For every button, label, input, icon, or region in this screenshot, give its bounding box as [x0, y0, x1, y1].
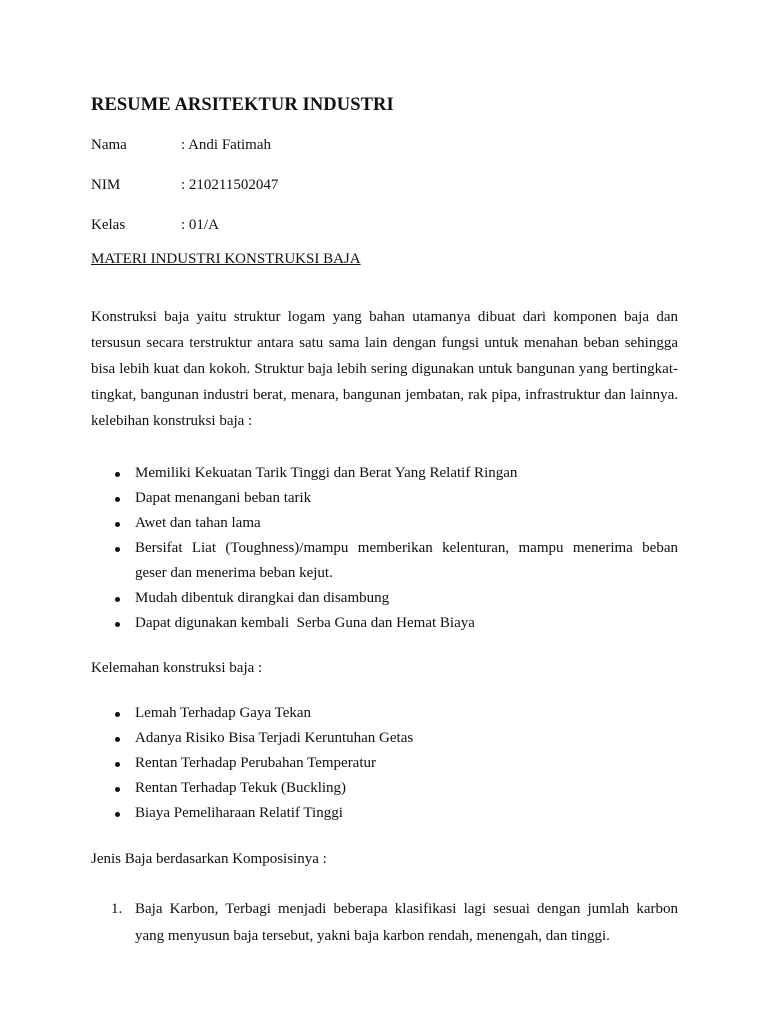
numbered-item-text-continued: yang menyusun baja tersebut, yakni baja karbon rendah, menengah, dan tinggi.: [135, 928, 610, 944]
list-item: [91, 726, 678, 751]
list-item-text: Bersifat Liat (Toughness)/mampu memberikan kelenturan, mampu menerima beban: [135, 540, 678, 556]
list-number: 1.: [111, 901, 123, 917]
bullet-icon: [115, 522, 120, 527]
info-label: Nama: [91, 137, 127, 153]
paragraph-line: tingkat, bangunan industri berat, menara, bangunan jembatan, rak pipa, infrastruktur dan lainnya.: [91, 387, 678, 403]
list-item-text: Dapat digunakan kembali Serba Guna dan Hemat Biaya: [135, 615, 475, 631]
list-item-text: Adanya Risiko Bisa Terjadi Keruntuhan Getas: [135, 730, 414, 746]
list-item: [91, 776, 678, 801]
paragraph-line: bisa lebih kuat dan kokoh. Struktur baja lebih sering digunakan untuk bangunan yang bertingkat-: [91, 361, 678, 377]
bullet-icon: [115, 547, 120, 552]
list-item: [91, 701, 678, 726]
bullet-icon: [115, 762, 120, 767]
bullet-icon: [115, 497, 120, 502]
info-value: : 210211502047: [181, 177, 279, 193]
list-item: [91, 611, 678, 636]
kelemahan-heading: Kelemahan konstruksi baja :: [91, 660, 263, 676]
info-value: : 01/A: [181, 217, 219, 233]
bullet-icon: [115, 812, 120, 817]
info-label: NIM: [91, 177, 121, 193]
bullet-icon: [115, 597, 120, 602]
intro-paragraph: [91, 304, 678, 434]
bullet-icon: [115, 737, 120, 742]
bullet-icon: [115, 787, 120, 792]
bullet-icon: [115, 712, 120, 717]
section-heading: MATERI INDUSTRI KONSTRUKSI BAJA: [91, 251, 361, 267]
numbered-item: [91, 896, 678, 950]
list-item-text: Rentan Terhadap Perubahan Temperatur: [135, 755, 377, 771]
list-item-text: Dapat menangani beban tarik: [135, 490, 312, 506]
list-item: [91, 536, 678, 586]
list-item: [91, 801, 678, 826]
kelebihan-list: [91, 461, 678, 636]
list-item: [91, 486, 678, 511]
jenis-heading: Jenis Baja berdasarkan Komposisinya :: [91, 851, 327, 867]
info-value: : Andi Fatimah: [181, 137, 271, 153]
student-info: [91, 133, 678, 253]
bullet-icon: [115, 472, 120, 477]
list-item: [91, 511, 678, 536]
paragraph-line: tersusun secara terstruktur antara satu sama lain dengan fungsi untuk menahan beban sehingga: [91, 335, 678, 351]
bullet-icon: [115, 622, 120, 627]
list-item: [91, 461, 678, 486]
list-item-text: Rentan Terhadap Tekuk (Buckling): [135, 780, 347, 796]
numbered-item-text: Baja Karbon, Terbagi menjadi beberapa klasifikasi lagi sesuai dengan jumlah karbon: [135, 901, 678, 917]
list-item-text-continued: geser dan menerima beban kejut.: [135, 565, 333, 581]
document-title: RESUME ARSITEKTUR INDUSTRI: [91, 95, 394, 115]
paragraph-line: kelebihan konstruksi baja :: [91, 413, 253, 429]
list-item-text: Biaya Pemeliharaan Relatif Tinggi: [135, 805, 343, 821]
kelemahan-list: [91, 701, 678, 826]
info-label: Kelas: [91, 217, 126, 233]
paragraph-line: Konstruksi baja yaitu struktur logam yang bahan utamanya dibuat dari komponen baja dan: [91, 309, 678, 325]
list-item: [91, 751, 678, 776]
info-row-nim: [91, 173, 678, 213]
list-item-text: Mudah dibentuk dirangkai dan disambung: [135, 590, 390, 606]
list-item-text: Awet dan tahan lama: [135, 515, 261, 531]
list-item: [91, 586, 678, 611]
list-item-text: Lemah Terhadap Gaya Tekan: [135, 705, 312, 721]
list-item-text: Memiliki Kekuatan Tarik Tinggi dan Berat Yang Relatif Ringan: [135, 465, 518, 481]
info-row-nama: [91, 133, 678, 173]
